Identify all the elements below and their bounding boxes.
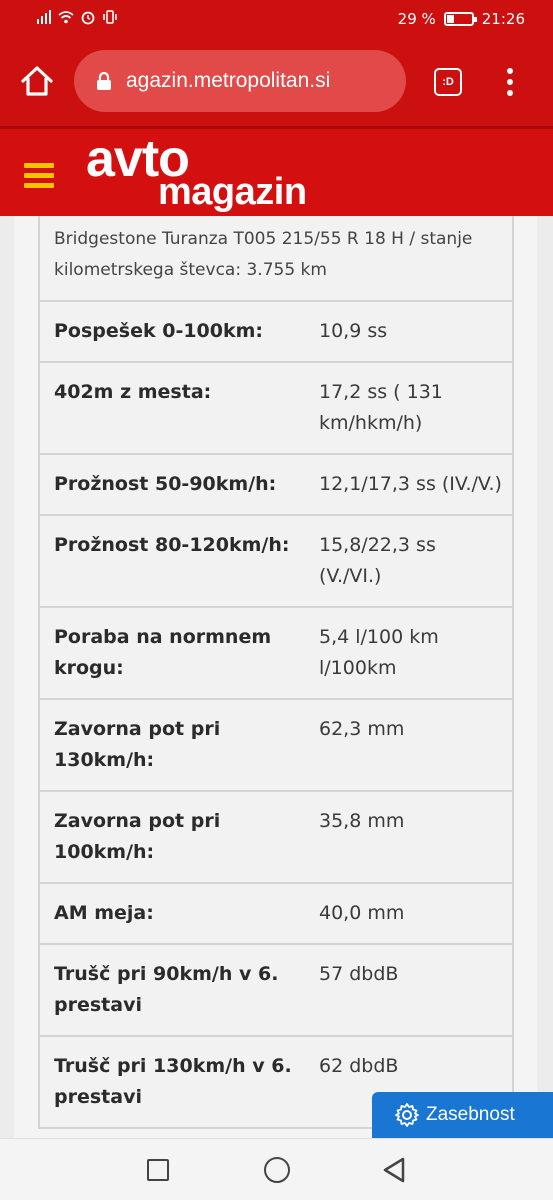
- spec-value: 57 dbdB: [319, 963, 399, 985]
- spec-row: [40, 455, 512, 516]
- privacy-label: Zasebnost: [426, 1104, 515, 1125]
- spec-label: Zavorna pot pri 130km/h:: [54, 718, 221, 771]
- spec-value: 35,8 mm: [319, 810, 405, 832]
- spec-value: 17,2 ss ( 131 km/hkm/h): [319, 381, 443, 434]
- spec-table-rows: [40, 302, 512, 1127]
- gear-icon: [394, 1102, 420, 1128]
- address-bar[interactable]: [74, 50, 406, 112]
- spec-value: 62,3 mm: [319, 718, 405, 740]
- spec-row: [40, 792, 512, 884]
- alarm-icon: [80, 9, 96, 25]
- spec-label: AM meja:: [54, 902, 154, 924]
- site-logo[interactable]: [86, 130, 307, 213]
- browser-toolbar: [0, 38, 553, 126]
- status-icons-right: [398, 10, 525, 28]
- back-triangle-icon[interactable]: [380, 1156, 408, 1184]
- spec-value: 10,9 ss: [319, 320, 388, 342]
- spec-label: Trušč pri 90km/h v 6. prestavi: [54, 963, 279, 1016]
- logo-line-2: magazin: [158, 171, 307, 213]
- hamburger-menu-icon[interactable]: [24, 163, 54, 189]
- url-text: agazin.metropolitan.si: [126, 69, 331, 92]
- vibrate-icon: [102, 9, 118, 25]
- battery-percent: 29 %: [397, 10, 436, 28]
- privacy-settings-button[interactable]: [372, 1092, 553, 1138]
- spec-label: Pospešek 0-100km:: [54, 320, 264, 342]
- recents-square-icon[interactable]: [147, 1159, 169, 1181]
- spec-value: 5,4 l/100 km l/100km: [319, 626, 439, 679]
- spec-label: Prožnost 80-120km/h:: [54, 534, 290, 556]
- spec-row: [40, 700, 512, 792]
- home-circle-icon[interactable]: [264, 1157, 290, 1183]
- system-nav-bar: [0, 1138, 553, 1200]
- spec-row: [40, 884, 512, 945]
- spec-table-intro: Bridgestone Turanza T005 215/55 R 18 H / stanje kilometrskega števca: 3.755 km: [40, 216, 512, 302]
- site-header: [0, 126, 553, 216]
- spec-table: [38, 216, 514, 1129]
- spec-value: 15,8/22,3 ss (V./VI.): [319, 534, 436, 587]
- spec-label: Prožnost 50-90km/h:: [54, 473, 277, 495]
- spec-label: Poraba na normnem krogu:: [54, 626, 272, 679]
- spec-row: [40, 608, 512, 700]
- spec-label: Zavorna pot pri 100km/h:: [54, 810, 221, 863]
- lock-icon: [96, 71, 112, 91]
- status-bar: [0, 0, 553, 38]
- tab-switcher-button[interactable]: :D: [434, 68, 462, 96]
- spec-row: [40, 945, 512, 1037]
- spec-row: [40, 363, 512, 455]
- wifi-icon: [58, 9, 74, 25]
- status-icons-left: [36, 9, 118, 25]
- signal-icon: [36, 9, 52, 25]
- home-icon[interactable]: [18, 62, 56, 100]
- battery-fill: [447, 15, 454, 23]
- article-content: [14, 216, 537, 1138]
- logo-line-1: avto: [86, 130, 189, 188]
- spec-row: [40, 302, 512, 363]
- spec-value: 62 dbdB: [319, 1055, 399, 1077]
- spec-value: 12,1/17,3 ss (IV./V.): [319, 473, 502, 495]
- more-vert-icon[interactable]: [500, 66, 520, 98]
- clock: 21:26: [481, 10, 525, 28]
- battery-icon: [444, 12, 474, 26]
- spec-label: Trušč pri 130km/h v 6. prestavi: [54, 1055, 292, 1108]
- spec-label: 402m z mesta:: [54, 381, 212, 403]
- spec-row: [40, 516, 512, 608]
- spec-value: 40,0 mm: [319, 902, 405, 924]
